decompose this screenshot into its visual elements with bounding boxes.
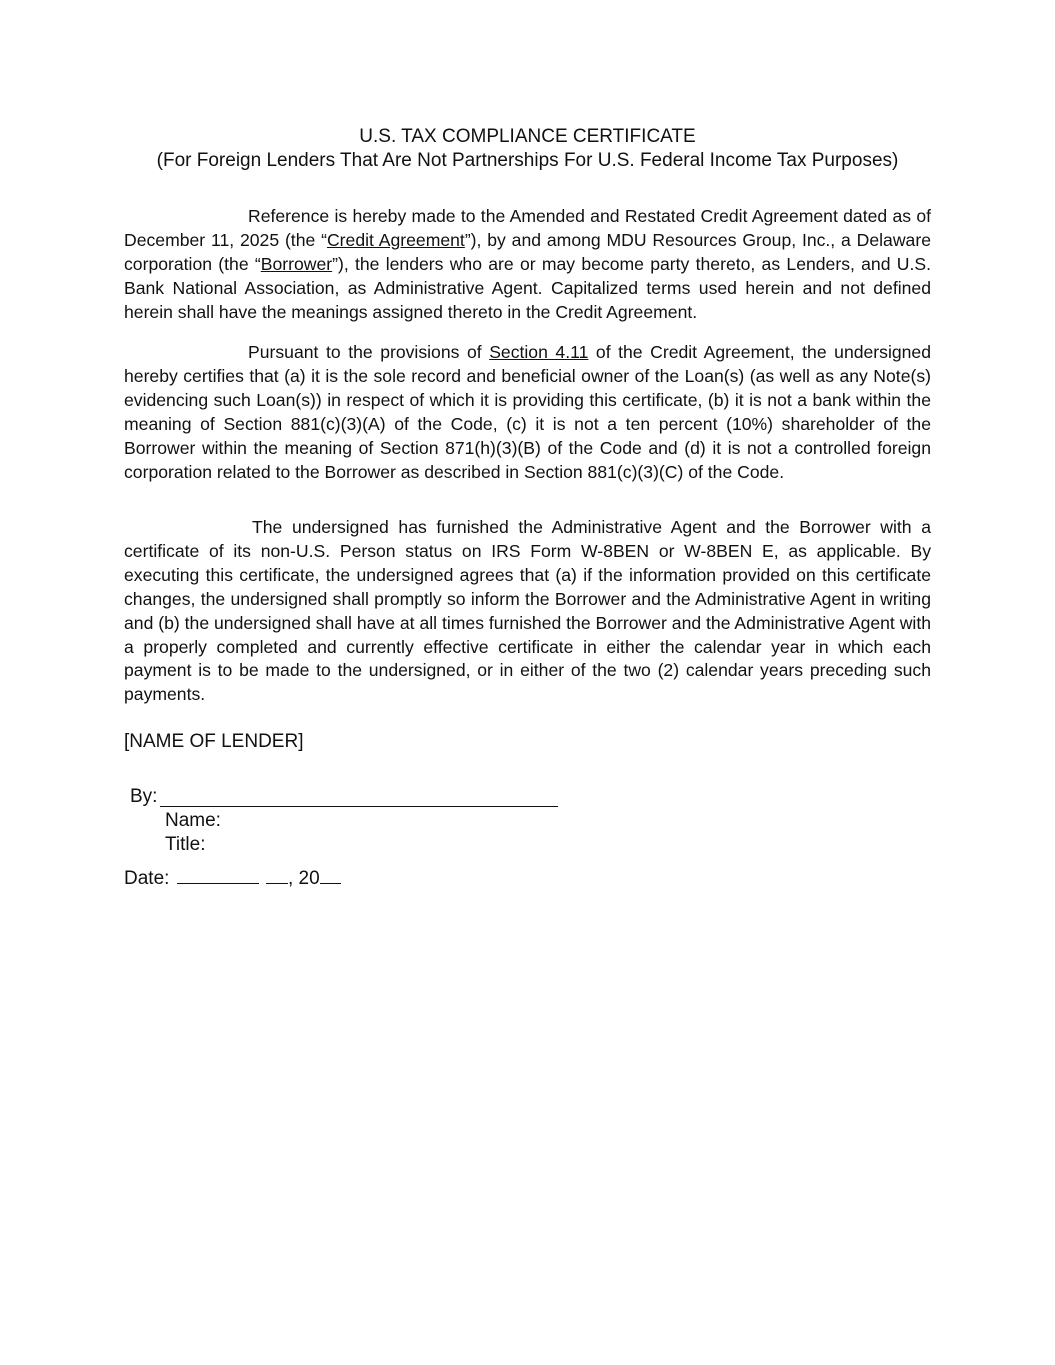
date-month-blank[interactable] <box>177 865 259 884</box>
date-separator: , <box>287 868 294 889</box>
defined-term-borrower: Borrower <box>260 253 333 274</box>
document-subtitle: (For Foreign Lenders That Are Not Partnerships For U.S. Federal Income Tax Purposes) <box>156 150 899 171</box>
reference-text-1: Reference is hereby made to the Amended and Restated Credit Agreement dated as of December 11, 2025 (the “ <box>124 206 931 250</box>
defined-term-credit-agreement: Credit Agreement <box>326 229 465 250</box>
certification-text-1: Pursuant to the provisions of <box>248 342 490 362</box>
furnishing-text: The undersigned has furnished the Administrative Agent and the Borrower with a certificate of its non-U.S. Person status on IRS Form W-8BEN or W-8BEN E, as applicable. By executing this certificate, the undersigned agrees that (a) if the information provided on this certificate changes, the undersigned shall promptly so inform the Borrower and the Administrative Agent in writing and (b) the undersigned shall have at all times furnished the Borrower and the Administrative Agent with a properly completed and currently effective certificate in either the calendar year in which each payment is to be made to the undersigned, or in either of the two (2) calendar years preceding such payments. <box>124 517 931 705</box>
reference-text-3: ”), the lenders who are or may become party thereto, as Lenders, and U.S. Bank National Association, as Administrative Agent. Capitalized terms used herein and not defined herein shall have the meanings assigned thereto in the Credit Agreement. <box>124 253 931 322</box>
certification-text-2: of the Credit Agreement, the undersigned hereby certifies that (a) it is the sole record and beneficial owner of the Loan(s) (as well as any Note(s) evidencing such Loan(s)) in respect of which it is providing this certificate, (b) it is not a bank within the meaning of Section 881(c)(3)(A) of the Code, (c) it is not a ten percent (10%) shareholder of the Borrower within the meaning of Section 871(h)(3)(B) of the Code and (d) it is not a controlled foreign corporation related to the Borrower as described in Section 881(c)(3)(C) of the Code. <box>124 342 931 482</box>
date-day-blank[interactable] <box>266 865 288 884</box>
reference-text-2: ”), by and among MDU Resources Group, Inc., a Delaware corporation (the “ <box>124 229 931 274</box>
date-year-blank[interactable] <box>320 865 341 884</box>
date-row <box>124 865 341 891</box>
lender-name-placeholder: [NAME OF LENDER] <box>124 731 304 752</box>
name-label: Name: <box>165 810 221 831</box>
date-year-prefix: 20 <box>298 868 320 889</box>
title-label: Title: <box>165 834 206 855</box>
furnishing-paragraph <box>124 516 931 707</box>
date-label: Date: <box>124 868 170 889</box>
by-label: By: <box>130 786 158 807</box>
document-title: U.S. TAX COMPLIANCE CERTIFICATE <box>359 126 696 147</box>
certification-paragraph <box>124 341 931 484</box>
signature-line[interactable] <box>160 785 558 807</box>
section-reference: Section 4.11 <box>489 342 589 362</box>
reference-paragraph <box>124 205 931 325</box>
